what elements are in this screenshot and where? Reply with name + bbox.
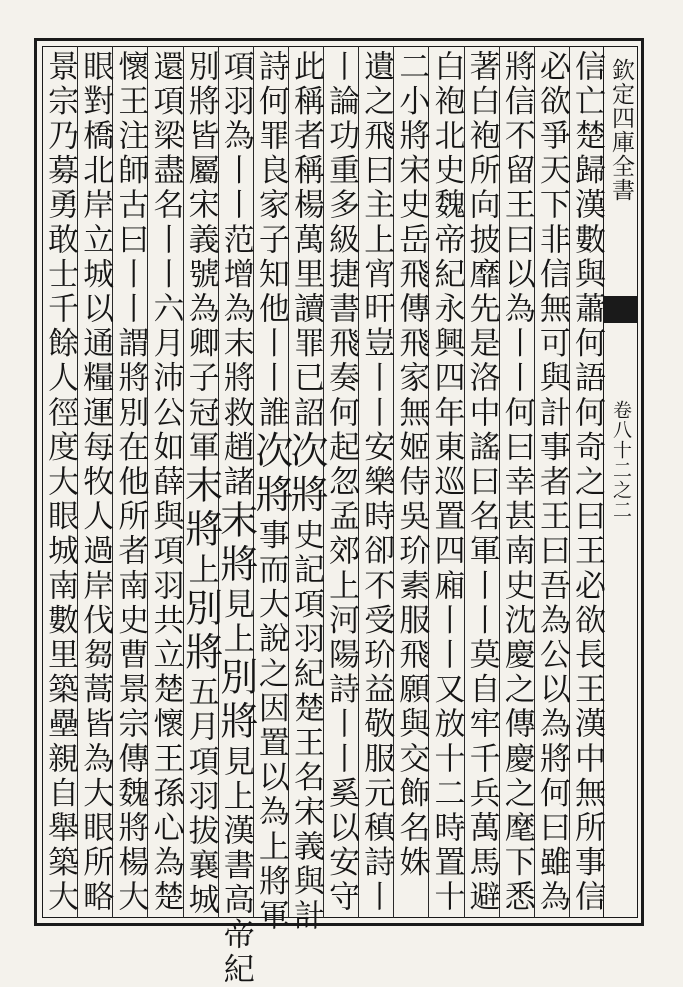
text-column xyxy=(462,50,501,914)
column-text: 上 xyxy=(182,553,219,588)
column-text: 項羽為丨丨范增為末將救趙 xyxy=(217,50,254,466)
headword: 別將 xyxy=(178,587,223,676)
column-text: 眼對橋北岸立城以通糧運每牧人過岸伐芻蒿皆為大眼所略 xyxy=(77,50,114,915)
column-text: 二小將宋史岳飛傳飛家無姬侍吳玠素服飛願與交飾名姝 xyxy=(393,50,430,881)
text-column xyxy=(75,50,114,914)
headword: 末將 xyxy=(213,499,258,588)
headword: 末將 xyxy=(178,465,223,554)
text-column xyxy=(497,50,536,914)
text-column xyxy=(426,50,465,914)
text-column xyxy=(356,50,395,914)
text-column xyxy=(110,50,149,914)
column-text: 還項梁盡名丨丨六月沛公如薛與項羽共立楚懷王孫心為楚 xyxy=(147,50,184,915)
book-title: 欽定四庫全書 xyxy=(608,58,634,202)
column-text: 將信不留王曰以為丨丨何曰幸甚南史沈慶之傳慶之麾下悉 xyxy=(498,50,535,915)
fish-tail-mark xyxy=(604,296,638,322)
column-text: 此稱者稱楊萬里讀罪已詔 xyxy=(287,50,324,431)
column-text: 信亡楚歸漢數與蕭何語何奇之曰王必欲長王漢中無所事信 xyxy=(568,50,605,915)
text-column xyxy=(248,50,293,934)
text-column xyxy=(40,50,79,914)
volume-label: 卷八十二之二 xyxy=(610,400,632,520)
column-text: 諸 xyxy=(217,465,254,500)
column-text: 見上 xyxy=(217,587,254,658)
column-text: 見上漢書高帝紀 xyxy=(217,745,254,987)
fish-tail-rule xyxy=(604,322,638,327)
column-text: 必欲爭天下非信無可與計事者王曰吾為公以為將何曰雖為 xyxy=(533,50,570,915)
column-text: 景宗乃募勇敢士千餘人徑度大眼城南數里築壘親自舉築大 xyxy=(42,50,79,915)
text-column xyxy=(145,50,184,914)
column-text: 懷王注師古曰丨丨謂將別在他所者南史曹景宗傳魏將楊大 xyxy=(112,50,149,915)
column-text: 詩何罪良家子知他丨丨誰 xyxy=(252,50,289,431)
column-text: 史記項羽紀楚王名宋義與計 xyxy=(287,518,324,934)
column-text: 別將皆屬宋義號為卿子冠軍 xyxy=(182,50,219,466)
column-text: 事而大說之因置以為上將軍 xyxy=(252,518,289,934)
column-text: 五月項羽拔襄城 xyxy=(182,675,219,919)
headword: 次將 xyxy=(248,430,293,519)
column-text: 丨論功重多級捷書飛奏何起忽孟郊上河陽詩丨丨奚以安守 xyxy=(323,50,360,915)
text-column xyxy=(391,50,430,914)
column-text: 著白袍所向披靡先是洛中謠曰名軍丨丨莫自牢千兵萬馬避 xyxy=(463,50,500,915)
headword: 次將 xyxy=(283,430,328,519)
column-text: 遺之飛曰主上宵旰豈丨丨安樂時卻不受玠益敬服元稹詩丨 xyxy=(358,50,395,915)
text-column xyxy=(567,50,606,914)
column-text: 白袍北史魏帝紀永興四年東巡置四廂丨丨又放十二時置十 xyxy=(428,50,465,915)
text-column xyxy=(178,50,223,919)
text-column xyxy=(532,50,571,914)
headword: 別將 xyxy=(213,657,258,746)
